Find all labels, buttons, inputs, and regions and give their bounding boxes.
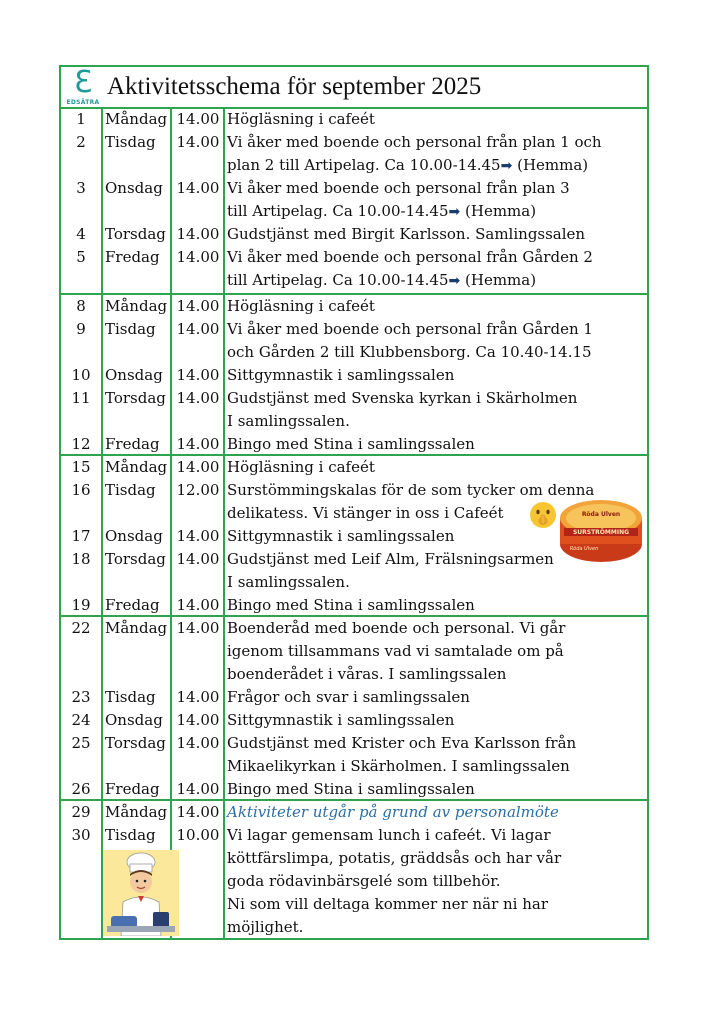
activity-text: Sittgymnastik i samlingssalen: [227, 527, 455, 545]
start-time: 14.00: [176, 458, 220, 476]
start-time: 14.00: [176, 225, 220, 243]
start-time: 14.00: [176, 133, 220, 151]
header: [61, 67, 647, 109]
activity-text: Vi åker med boende och personal från Gården 2: [227, 248, 593, 266]
day-number: 8: [76, 297, 86, 315]
start-time: 14.00: [176, 527, 220, 545]
day-number: 15: [71, 458, 91, 476]
start-time: 14.00: [176, 366, 220, 384]
arrow-right-icon: ➡: [500, 158, 513, 174]
day-number: 29: [71, 803, 91, 821]
activity-text: Högläsning i cafeét: [227, 297, 375, 315]
activity-text: Sittgymnastik i samlingssalen: [227, 711, 455, 729]
activity-text: I samlingssalen.: [227, 412, 350, 430]
day-number: 25: [71, 734, 91, 752]
activity-text: Gudstjänst med Krister och Eva Karlsson från: [227, 734, 577, 752]
surstromming-can-image: [558, 494, 644, 566]
activity-text: till Artipelag. Ca 10.00-14.45: [227, 271, 449, 289]
activity-text: och Gården 2 till Klubbensborg. Ca 10.40-14.15: [227, 343, 592, 361]
weekday: Fredag: [105, 780, 160, 798]
weekday: Onsdag: [105, 366, 163, 384]
activity-text: möjlighet.: [227, 918, 304, 936]
activity-text: plan 2 till Artipelag. Ca 10.00-14.45: [227, 156, 501, 174]
activity-text: Vi åker med boende och personal från Gården 1: [227, 320, 593, 338]
start-time: 14.00: [176, 435, 220, 453]
start-time: 14.00: [176, 320, 220, 338]
start-time: 14.00: [176, 619, 220, 637]
column-divider: [170, 107, 172, 938]
activity-text: Bingo med Stina i samlingssalen: [227, 435, 475, 453]
activity-text: Gudstjänst med Birgit Karlsson. Samlingssalen: [227, 225, 586, 243]
day-number: 11: [71, 389, 91, 407]
start-time: 14.00: [176, 596, 220, 614]
weekday: Tisdag: [105, 826, 156, 844]
start-time: 14.00: [176, 711, 220, 729]
arrow-right-icon: ➡: [448, 273, 461, 289]
weekday: Tisdag: [105, 688, 156, 706]
activity-text: I samlingssalen.: [227, 573, 350, 591]
weekday: Måndag: [105, 619, 168, 637]
activity-text: (Hemma): [512, 156, 589, 174]
activity-text: goda rödavinbärsgelé som tillbehör.: [227, 872, 501, 890]
activity-text: Vi åker med boende och personal från plan 3: [227, 179, 570, 197]
activity-text: Aktiviteter utgår på grund av personalmöte: [227, 803, 559, 821]
start-time: 10.00: [176, 826, 220, 844]
start-time: 14.00: [176, 179, 220, 197]
activity-text-line: [227, 200, 645, 224]
weekday: Måndag: [105, 297, 168, 315]
weekday: Onsdag: [105, 527, 163, 545]
page-title: Aktivitetsschema för september 2025: [107, 73, 482, 100]
start-time: 14.00: [176, 734, 220, 752]
day-number: 17: [71, 527, 91, 545]
activity-text: Vi lagar gemensam lunch i cafeét. Vi lagar: [227, 826, 551, 844]
day-number: 23: [71, 688, 91, 706]
chef-illustration: [103, 850, 179, 936]
start-time: 14.00: [176, 389, 220, 407]
day-number: 19: [71, 596, 91, 614]
weekday: Torsdag: [105, 550, 166, 568]
day-number: 1: [76, 110, 86, 128]
weekday: Måndag: [105, 458, 168, 476]
day-number: 10: [71, 366, 91, 384]
activity-text: Vi åker med boende och personal från plan 1 och: [227, 133, 602, 151]
day-number: 3: [76, 179, 86, 197]
activity-text: Mikaelikyrkan i Skärholmen. I samlingssalen: [227, 757, 570, 775]
weekday: Fredag: [105, 248, 160, 266]
weekday: Tisdag: [105, 481, 156, 499]
activity-text: Sittgymnastik i samlingssalen: [227, 366, 455, 384]
logo-text: EDSÄTRA: [66, 99, 100, 106]
activity-text: (Hemma): [460, 271, 537, 289]
weekday: Torsdag: [105, 225, 166, 243]
activity-text: till Artipelag. Ca 10.00-14.45: [227, 202, 449, 220]
day-number: 24: [71, 711, 91, 729]
activity-text: (Hemma): [460, 202, 537, 220]
activity-text: Ni som vill deltaga kommer ner när ni har: [227, 895, 549, 913]
start-time: 14.00: [176, 550, 220, 568]
weekday: Torsdag: [105, 734, 166, 752]
day-number: 5: [76, 248, 86, 266]
activity-text-line: [227, 269, 645, 293]
day-number: 26: [71, 780, 91, 798]
day-number: 4: [76, 225, 86, 243]
weekday: Tisdag: [105, 320, 156, 338]
day-number: 18: [71, 550, 91, 568]
activity-text: Gudstjänst med Svenska kyrkan i Skärholmen: [227, 389, 578, 407]
surstromming-brand: Röda Ulven: [581, 511, 621, 518]
weekday: Fredag: [105, 596, 160, 614]
weekday: Måndag: [105, 110, 168, 128]
start-time: 14.00: [176, 110, 220, 128]
logo-icon: Ɛ: [74, 65, 93, 100]
column-divider: [101, 107, 103, 938]
start-time: 12.00: [176, 481, 220, 499]
activity-text: köttfärslimpa, potatis, gräddsås och har vår: [227, 849, 562, 867]
column-divider: [223, 107, 225, 938]
activity-text: boenderådet i våras. I samlingssalen: [227, 665, 507, 683]
edsatra-logo: [66, 65, 100, 106]
day-number: 22: [71, 619, 91, 637]
activity-text: delikatess. Vi stänger in oss i Cafeét: [227, 504, 504, 522]
arrow-right-icon: ➡: [448, 204, 461, 220]
activity-text: Bingo med Stina i samlingssalen: [227, 780, 475, 798]
weekday: Onsdag: [105, 179, 163, 197]
activity-text: Bingo med Stina i samlingssalen: [227, 596, 475, 614]
weekday: Måndag: [105, 803, 168, 821]
day-number: 2: [76, 133, 86, 151]
activity-text: Gudstjänst med Leif Alm, Frälsningsarmen: [227, 550, 554, 568]
start-time: 14.00: [176, 688, 220, 706]
schedule-sheet: [59, 65, 649, 940]
day-number: 12: [71, 435, 91, 453]
activity-text: Boenderåd med boende och personal. Vi går: [227, 619, 566, 637]
activity-text: Surstömmingskalas för de som tycker om denna: [227, 481, 595, 499]
activity-text: Frågor och svar i samlingssalen: [227, 688, 470, 706]
day-number: 16: [71, 481, 91, 499]
start-time: 14.00: [176, 248, 220, 266]
activity-text: igenom tillsammans vad vi samtalade om på: [227, 642, 564, 660]
activity-text: Högläsning i cafeét: [227, 458, 375, 476]
day-number: 9: [76, 320, 86, 338]
activity-text: Högläsning i cafeét: [227, 110, 375, 128]
start-time: 14.00: [176, 803, 220, 821]
weekday: Onsdag: [105, 711, 163, 729]
start-time: 14.00: [176, 780, 220, 798]
weekday: Tisdag: [105, 133, 156, 151]
weekday: Torsdag: [105, 389, 166, 407]
day-number: 30: [71, 826, 91, 844]
surstromming-label: SURSTRÖMMING: [572, 529, 630, 536]
activity-text-line: [227, 154, 645, 178]
start-time: 14.00: [176, 297, 220, 315]
shushing-face-icon: [528, 500, 558, 530]
weekday: Fredag: [105, 435, 160, 453]
surstromming-brand-side: Röda Ulven: [569, 546, 599, 552]
